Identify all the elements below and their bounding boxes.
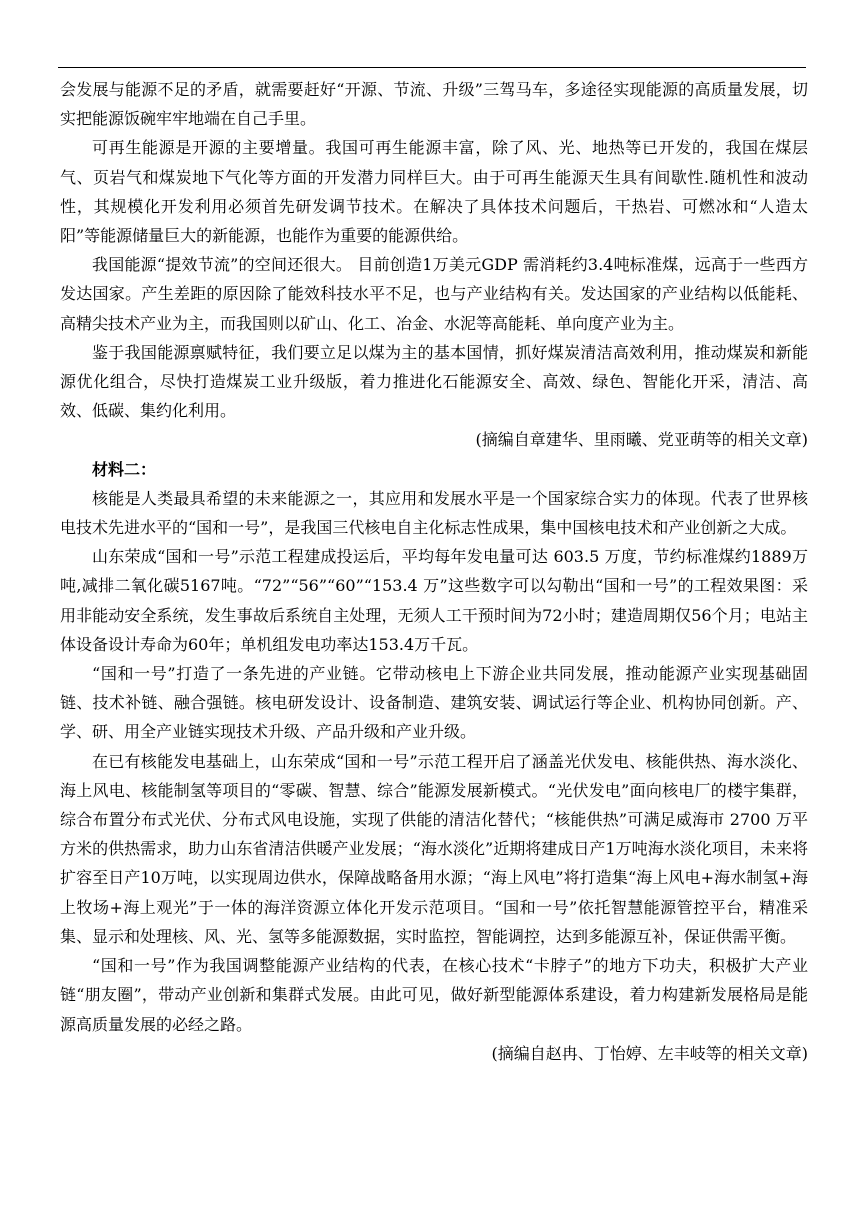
top-rule — [58, 67, 806, 68]
paragraph: 在已有核能发电基础上，山东荣成“国和一号”示范工程开启了涵盖光伏发电、核能供热、海水淡化、海上风电、核能制氢等项目的“零碳、智慧、综合”能源发展新模式。“光伏发电”面向核电厂的楼宇集群，综合布置分布式光伏、分布式风电设施，实现了供能的清洁化替代；“核能供热”可满足威海市 2700 万平方米的供热需求，助力山东省清洁供暖产业发展；“海水淡化”近期将建成日产1万吨海水淡化项目，未来将扩容至日产10万吨，以实现周边供水，保障战略备用水源；“海上风电”将打造集“海上风电+海水制氢+海上牧场+海上观光”于一体的海洋资源立体化开发示范项目。“国和一号”依托智慧能源管控平台，精准采集、显示和处理核、风、光、氢等多能源数据，实时监控，智能调控，达到多能源互补，保证供需平衡。 — [60, 751, 808, 946]
paragraph: 山东荣成“国和一号”示范工程建成投运后，平均每年发电量可达 603.5 万度，节约标准煤约1889万吨,减排二氧化碳5167吨。“72”“56”“60”“153.4 万”这些数字可以勾勒出“国和一号”的工程效果图：采用非能动安全系统，发生事故后系统自主处理，无须人工干预时间为72小时；建造周期仅56个月；电站主体设备设计寿命为60年；单机组发电功率达153.4万千瓦。 — [60, 547, 808, 654]
paragraph: 鉴于我国能源禀赋特征，我们要立足以煤为主的基本国情，抓好煤炭清洁高效利用，推动煤炭和新能源优化组合，尽快打造煤炭工业升级版，着力推进化石能源安全、高效、绿色、智能化开采，清洁、高效、低碳、集约化利用。 — [60, 342, 808, 421]
paragraph: “国和一号”作为我国调整能源产业结构的代表，在核心技术“卡脖子”的地方下功夫，积极扩大产业链“朋友圈”，带动产业创新和集群式发展。由此可见，做好新型能源体系建设，着力构建新发展格局是能源高质量发展的必经之路。 — [60, 956, 808, 1034]
paragraph: 核能是人类最具希望的未来能源之一，其应用和发展水平是一个国家综合实力的体现。代表了世界核电技术先进水平的“国和一号”，是我国三代核电自主化标志性成果，集中国核电技术和产业创新之大成。 — [60, 488, 808, 538]
source-citation-1: (摘编自章建华、里雨曦、党亚萌等的相关文章) — [475, 430, 808, 450]
article-body — [60, 75, 808, 1068]
paragraph: “国和一号”打造了一条先进的产业链。它带动核电上下游企业共同发展，推动能源产业实现基础固链、技术补链、融合强链。核电研发设计、设备制造、建筑安装、调试运行等企业、机构协同创新。产、学、研、用全产业链实现技术升级、产品升级和产业升级。 — [60, 664, 808, 742]
source-citation-2: (摘编自赵冉、丁怡婷、左丰岐等的相关文章) — [491, 1043, 808, 1063]
paragraph: 可再生能源是开源的主要增量。我国可再生能源丰富，除了风、光、地热等已开发的，我国在煤层气、页岩气和煤炭地下气化等方面的开发潜力同样巨大。由于可再生能源天生具有间歇性.随机性和波动性，其规模化开发利用必须首先研发调节技术。在解决了具体技术问题后，干热岩、可燃冰和“人造太阳”等能源储量巨大的新能源，也能作为重要的能源供给。 — [60, 138, 808, 246]
material-two-heading: 材料二： — [92, 459, 157, 479]
paragraph-continued: 会发展与能源不足的矛盾，就需要赶好“开源、节流、升级”三驾马车，多途径实现能源的高质量发展，切实把能源饭碗牢牢地端在自己手里。 — [60, 80, 808, 129]
paragraph: 我国能源“提效节流”的空间还很大。 目前创造1万美元GDP 需消耗约3.4吨标准煤，远高于一些西方发达国家。产生差距的原因除了能效科技水平不足，也与产业结构有关。发达国家的产业结构以低能耗、高精尖技术产业为主，而我国则以矿山、化工、冶金、水泥等高能耗、单向度产业为主。 — [60, 255, 808, 333]
